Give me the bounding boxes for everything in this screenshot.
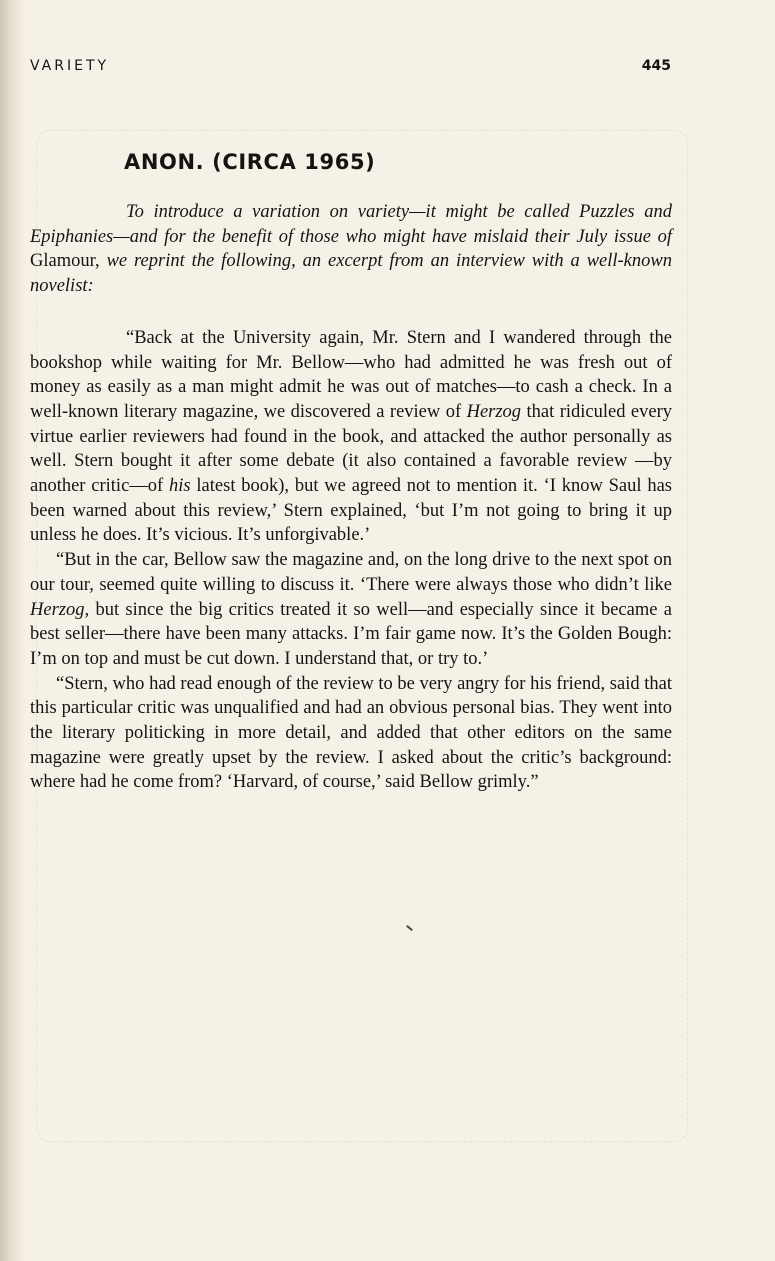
para1-text-3: latest book), but we agreed not to mention it. ‘I know Saul has been warned about this review,’ Stern explained, ‘but I’m not going to bring it up unless he does. It’s vicious. It’s unforgivable.’: [30, 476, 672, 546]
para1-text-1: “Back at the University again, Mr. Stern and I wandered through the bookshop while waiting for Mr. Bellow—who had admitted he was fresh out of money as easily as a man might admit he was out of matches—to cash a check. In a well-known literary magazine, we discovered a review of: [30, 327, 672, 422]
magazine-title: Glamour,: [30, 251, 100, 272]
intro-text-1: To introduce a variation on variety—it might be called Puzzles and Epiphanies—and for the benefit of those who might have mislaid their July issue of: [30, 202, 672, 247]
emphasis-his: his: [169, 476, 191, 497]
quote-paragraph-1: [30, 326, 672, 548]
quote-paragraph-2: [30, 548, 672, 672]
intro-text-2: we reprint the following, an excerpt from an interview with a well-known novelist:: [30, 251, 672, 297]
para1-text-2: that ridiculed every virtue earlier reviewers had found in the book, and attacked the author personally as well. Stern bought it after some debate (it also contained a favorable review —by another critic—of: [30, 401, 672, 497]
page-number: 445: [641, 58, 671, 74]
para2-text-2: but since the big critics treated it so well—and especially since it became a best seller—there have been many attacks. I’m fair game now. It’s the Golden Bough: I’m on top and must be cut down. I understand that, or try to.’: [30, 599, 672, 669]
running-head: VARIETY: [30, 58, 110, 74]
article-heading: ANON. (CIRCA 1965): [124, 150, 376, 174]
book-title: Herzog,: [30, 599, 90, 620]
book-title: Herzog: [466, 401, 522, 422]
quote-paragraph-3: “Stern, who had read enough of the review to be very angry for his friend, said that this particular critic was unqualified and had an obvious personal bias. They went into the literary politicking in more detail, and added that other editors on the same magazine were greatly upset by the review. I asked about the critic’s background: where had he come from? ‘Harvard, of course,’ said Bellow grimly.”: [30, 673, 672, 793]
page-gutter-shadow: [0, 0, 26, 1261]
para2-text-1: “But in the car, Bellow saw the magazine and, on the long drive to the next spot on our tour, seemed quite willing to discuss it. ‘There were always those who didn’t like: [30, 550, 672, 595]
intro-paragraph: [30, 200, 672, 299]
article-body: [30, 200, 672, 795]
